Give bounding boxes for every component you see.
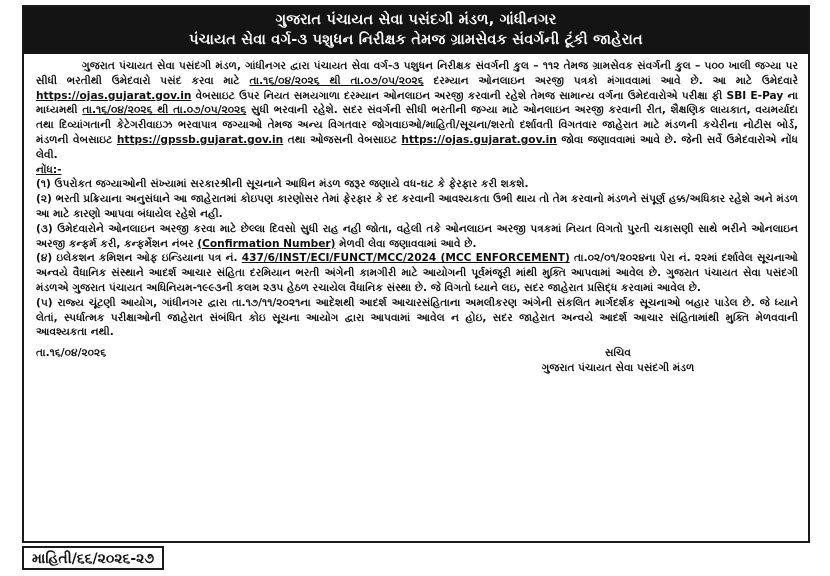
intro-text-3: વેબસાઇટ ઉપર નિયત સમયગાળા દરમ્યાન ઓનલાઇન અરજી કરવાની રહેશે તેમજ સામાન્ય વર્ગના ઉમેદવારોએ પરીક્ષા ફી SBI E-Pay ના માધ્યમથી bbox=[36, 89, 798, 117]
signatory-title: સચિવ bbox=[604, 347, 632, 360]
note-3 bbox=[36, 222, 798, 252]
note-3-text-end: મેળવી લેવા જણાવવામાં આવે છે. bbox=[339, 237, 477, 250]
notes-heading: નોંધ:- bbox=[36, 163, 62, 176]
note-4 bbox=[36, 251, 798, 295]
intro-text-5: તથા ઓજસની વેબસાઇટ bbox=[287, 133, 397, 146]
info-reference-badge: માહિતી/૬૬/૨૦૨૬-૨૭ bbox=[22, 546, 164, 570]
signature-block bbox=[458, 346, 778, 376]
eci-letter-reference: 437/6/INST/ECI/FUNCT/MCC/2024 (MCC ENFORCEMENT) bbox=[241, 252, 570, 265]
notice-frame bbox=[22, 5, 810, 543]
signatory-org: ગુજરાત પંચાયત સેવા પસંદગી મંડળ bbox=[541, 361, 695, 374]
intro-paragraph bbox=[36, 59, 798, 163]
note-3-text: (૩) ઉમેદવારોને ઓનલાઇન અરજી કરવા માટે છેલ્લા દિવસો સુધી રાહ નહી જોતા, વહેલી તકે ઓનલાઇન અરજી પત્રકમાં નિયત વિગતો પુરતી ચકાસણી સાથે ભરીને ઓનલાઇન અરજી કન્ફર્મ કરી, કન્ફર્મેશન નંબર bbox=[36, 222, 798, 250]
application-date-range: તા.૧૬/૦૪/૨૦૨૬ થી તા.૦૭/૦૫/૨૦૨૬ bbox=[249, 74, 424, 87]
intro-text-2: દરમ્યાન ઓનલાઇન અરજી પત્રકો મંગાવવામાં આવે છે. આ માટે ઉમેદવારે bbox=[433, 74, 798, 87]
ojas-link-2[interactable]: https://ojas.gujarat.gov.in bbox=[401, 133, 557, 146]
notice-date: તા.૧૬/૦૪/૨૦૨૬ bbox=[36, 347, 107, 360]
intro-text-1: ગુજરાત પંચાયત સેવા પસંદગી મંડળ, ગાંધીનગર દ્વારા પંચાયત સેવા વર્ગ-૩ પશુધન નિરીક્ષક સંવર્ગની કુલ – ૧૧૨ તેમજ ગ્રામસેવક સંવર્ગની કુલ – ૫૦૦ ખાલી જગ્યા પર સીધી ભરતીથી ઉમેદવારો પસંદ કરવા માટે bbox=[36, 60, 798, 87]
intro-text-6: જોવા જણાવવામાં આવે છે. જેની સર્વે ઉમેદવારોએ નોંધ લેવી. bbox=[36, 133, 798, 161]
notice-header bbox=[24, 7, 808, 54]
note-5: (૫) રાજ્ય ચૂંટણી આયોગ, ગાંધીનગર દ્વારા તા.૧૭/૧૧/૨૦૨૧ના આદેશથી આદર્શ આચારસંહિતાના અમલીકરણ અંગેની સંકલિત માર્ગદર્શક સૂચનાઓ બહાર પાડેલ છે. જે ધ્યાને લેતાં, સ્પર્ધાત્મક પરીક્ષાઓની જાહેરાત સંબંધિત કોઇ સૂચના આયોગ દ્વારા આપવામાં આવેલ ન હોઇ, સદર જાહેરાત અન્વયે આદર્શ આચાર સંહિતામાંથી મુક્તિ મેળવવાની આવશ્યકતા નથી. bbox=[36, 296, 798, 339]
confirmation-number-label: (Confirmation Number) bbox=[197, 237, 336, 250]
header-title: ગુજરાત પંચાયત સેવા પસંદગી મંડળ, ગાંધીનગર bbox=[275, 12, 557, 28]
note-4-text: (૪) ઇલેકશન કમિશન ઓફ ઇન્ડિયાના પત્ર નં. bbox=[36, 252, 238, 265]
gpssb-link[interactable]: https://gpssb.gujarat.gov.in bbox=[116, 133, 284, 146]
note-2: (૨) ભરતી પ્રક્રિયાના અનુસંધાને આ જાહેરાતમાં કોઇપણ કારણોસર તેમાં ફેરફાર કે રદ કરવાની આવશ્યકતા ઉભી થાય તો તેમ કરવાનો મંડળને સંપૂર્ણ હક્ક/અધિકાર રહેશે અને મંડળ આ માટે કારણો આપવા બંધાયેલ રહેશે નહી. bbox=[36, 193, 798, 220]
fee-date-range: તા.૧૬/૦૪/૨૦૨૬ થી તા.૦૭/૦૫/૨૦૨૬ bbox=[82, 104, 247, 117]
note-1: (૧) ઉપરોકત જગ્યાઓની સંખ્યામાં સરકારશ્રીની સૂચનાને આધિન મંડળ જરૂર જણાયે વધ-ઘટ કે ફેરફાર કરી શકશે. bbox=[36, 178, 529, 191]
note-4-text-end: તા.૦૨/૦૧/૨૦૨૪ના પેરા નં. ૨૨માં દર્શાવેલ સૂચનાઓ અન્વયે વૈધાનિક સંસ્થાને આદર્શ આચાર સંહિતા દરમિયાન ભરતી અંગેની કામગીરી માટે આયોગની પૂર્વમંજૂરી માંથી મુક્તિ આપવામાં આવેલ છે. ગુજરાત પંચાયત સેવા પસંદગી મંડળએ ગુજરાત પંચાયત અધિનિયમ-૧૯૯૩ની કલમ ૨૩૫ હેઠળ રચાયેલ વૈધાનિક સંસ્થા છે. જે વિગતો ધ્યાને લઇ, સદર જાહેરાત પ્રસિદ્ધ કરવામાં આવેલ છે. bbox=[36, 252, 798, 294]
notice-body bbox=[24, 54, 808, 376]
header-subtitle: પંચાયત સેવા વર્ગ-૩ પશુધન નિરીક્ષક તેમજ ગ્રામસેવક સંવર્ગની ટૂંકી જાહેરાત bbox=[189, 32, 643, 48]
intro-text-4: સુધી ભરવાની રહેશે. સદર સંવર્ગની સીધી ભરતીની જગ્યા માટે ઓનલાઇન અરજી કરવાની રીત, શૈક્ષણિક લાયકાત, વયમર્યાદા તથા દિવ્યાંગતાની કેટેગરીવાઇઝ ભરવાપાત્ર જગ્યાઓ તેમજ અન્ય વિગતવાર જોગવાઇઓ/માહિતી/સૂચના/શરતો દર્શાવતી વિગતવાર જાહેરાત માટે મંડળની કચેરીના નોટીસ બોર્ડ, મંડળની વેબસાઇટ bbox=[36, 104, 798, 146]
ojas-link[interactable]: https://ojas.gujarat.gov.in bbox=[36, 89, 192, 102]
signature-row bbox=[36, 346, 798, 376]
